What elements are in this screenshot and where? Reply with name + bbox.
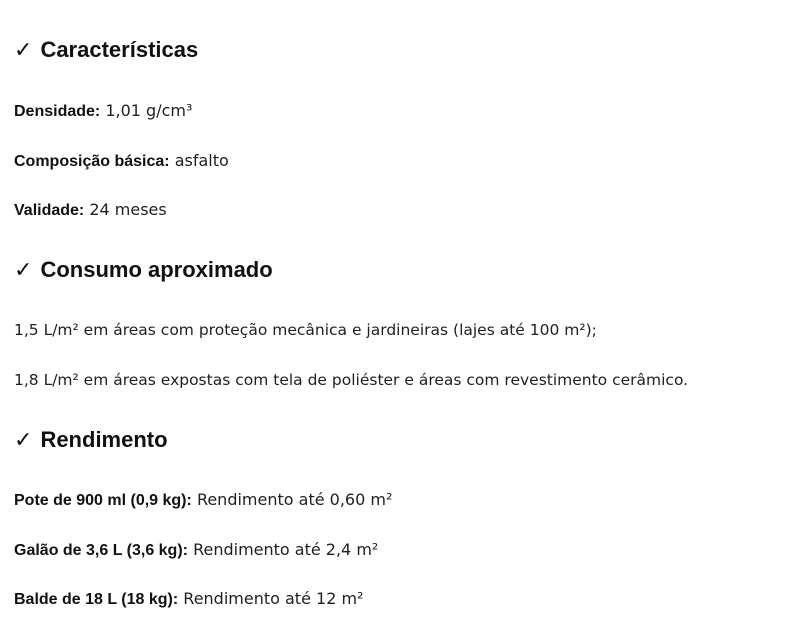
checkmark-icon: ✓ (14, 38, 33, 63)
checkmark-icon: ✓ (14, 258, 33, 283)
spec-line-validade (14, 200, 167, 221)
checkmark-icon: ✓ (14, 428, 33, 453)
rendimento-line-pote (14, 490, 392, 511)
spec-label: Pote de 900 ml (0,9 kg): (14, 492, 192, 509)
section-heading-rendimento (14, 427, 168, 454)
consumo-line-1: 1,5 L/m² em áreas com proteção mecânica e jardineiras (lajes até 100 m²); (14, 321, 597, 339)
spec-value: 1,01 g/cm³ (105, 101, 193, 120)
section-title: Características (40, 37, 199, 62)
spec-line-composicao (14, 151, 229, 172)
spec-label: Balde de 18 L (18 kg): (14, 591, 179, 608)
section-title: Rendimento (40, 427, 168, 452)
spec-line-densidade (14, 101, 192, 122)
spec-label: Composição básica: (14, 153, 170, 170)
spec-label: Validade: (14, 202, 85, 219)
spec-label: Galão de 3,6 L (3,6 kg): (14, 542, 188, 559)
spec-value: 24 meses (89, 200, 167, 219)
section-heading-caracteristicas (14, 37, 198, 64)
spec-value: Rendimento até 0,60 m² (196, 490, 393, 509)
spec-value: asfalto (174, 151, 229, 170)
spec-label: Densidade: (14, 103, 101, 120)
section-title: Consumo aproximado (40, 257, 273, 282)
consumo-line-2: 1,8 L/m² em áreas expostas com tela de poliéster e áreas com revestimento cerâmico. (14, 371, 689, 389)
section-heading-consumo (14, 257, 273, 284)
spec-value: Rendimento até 12 m² (183, 589, 364, 608)
rendimento-line-galao (14, 540, 378, 561)
spec-value: Rendimento até 2,4 m² (193, 540, 379, 559)
rendimento-line-balde (14, 589, 363, 610)
